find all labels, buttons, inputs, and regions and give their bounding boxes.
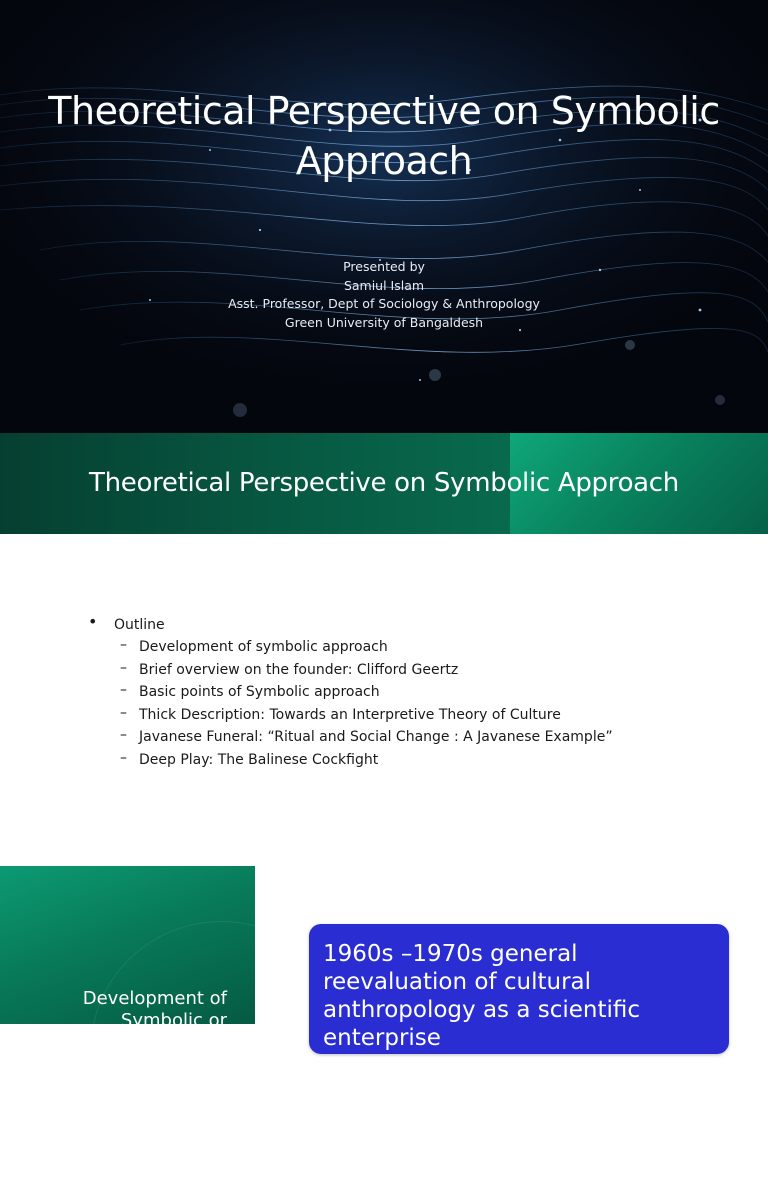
outline-slide — [0, 534, 768, 866]
title-slide — [0, 0, 768, 433]
presented-by-label: Presented by — [343, 259, 425, 274]
list-item — [88, 636, 613, 659]
list-item-label: Basic points of Symbolic approach — [139, 684, 380, 700]
dash-icon: – — [120, 637, 127, 653]
outline-list — [88, 614, 613, 771]
development-side-panel — [0, 866, 255, 1031]
presenter-institution: Green University of Bangaldesh — [284, 314, 484, 330]
dash-icon: – — [120, 727, 127, 743]
development-slide — [0, 866, 768, 1051]
bullet-icon: • — [88, 612, 98, 631]
list-item-label: Deep Play: The Balinese Cockfight — [139, 751, 379, 768]
development-callout-box — [309, 924, 729, 1054]
outline-heading — [88, 614, 613, 636]
list-item — [88, 681, 613, 704]
list-item-label: Thick Description: Towards an Interpretive Theory of Culture — [139, 706, 561, 723]
dash-icon: – — [120, 682, 127, 698]
presentation-title: Theoretical Perspective on Symbolic Approach — [48, 89, 720, 183]
presenter-info — [120, 258, 648, 332]
section-slide — [0, 433, 768, 534]
list-item — [88, 726, 613, 749]
list-item — [88, 749, 613, 772]
particle-wave-background — [0, 0, 768, 433]
dash-icon: – — [120, 659, 127, 676]
presenter-name: Samiul Islam — [343, 277, 425, 293]
list-item-label: Development of symbolic approach — [139, 639, 388, 655]
development-title: Development of Symbolic or — [82, 988, 227, 1031]
development-callout-text: 1960s –1970s general reevaluation of cultural anthropology as a scientific enterprise — [323, 941, 641, 1051]
dash-icon: – — [120, 704, 127, 721]
section-title: Theoretical Perspective on Symbolic Approach — [89, 468, 679, 498]
dash-icon: – — [120, 749, 127, 766]
list-item-label: Javanese Funeral: “Ritual and Social Change : A Javanese Example” — [139, 729, 613, 745]
presenter-position: Asst. Professor, Dept of Sociology & Anthropology — [228, 296, 540, 311]
outline-heading-label: Outline — [114, 617, 165, 633]
list-item-label: Brief overview on the founder: Clifford Geertz — [139, 661, 459, 678]
list-item — [88, 659, 613, 682]
list-item — [88, 704, 613, 727]
